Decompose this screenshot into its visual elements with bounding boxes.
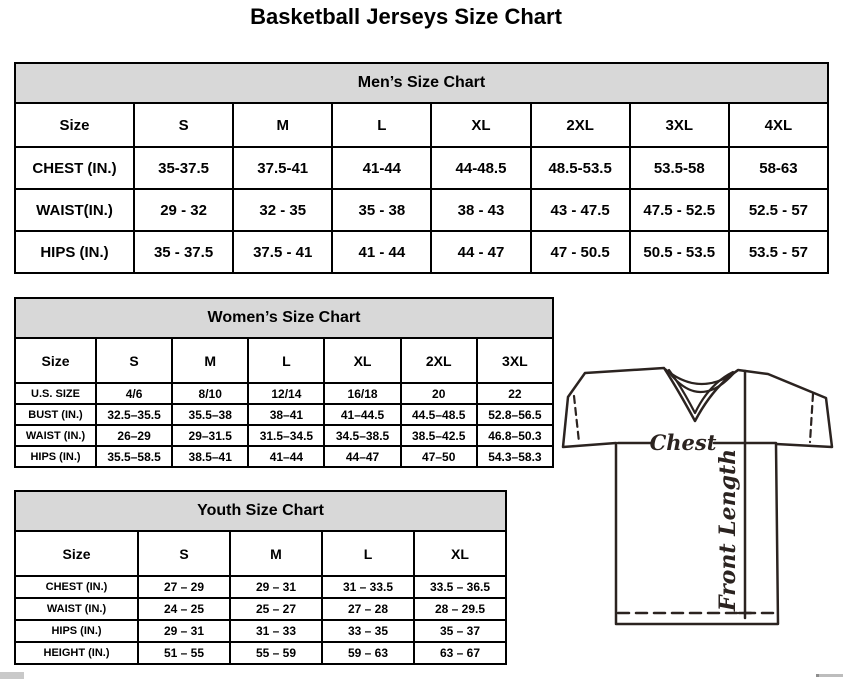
men-column-header-m: M <box>233 103 332 147</box>
youth-value-cell: 31 – 33.5 <box>322 576 414 598</box>
women-value-cell: 38–41 <box>248 404 324 425</box>
youth-value-cell: 29 – 31 <box>230 576 322 598</box>
women-value-cell: 4/6 <box>96 383 172 404</box>
mens-size-table <box>14 62 829 274</box>
youth-value-cell: 24 – 25 <box>138 598 230 620</box>
women-column-header-size: Size <box>15 338 96 383</box>
women-value-cell: 8/10 <box>172 383 248 404</box>
youth-value-cell: 55 – 59 <box>230 642 322 664</box>
men-row-label: WAIST(IN.) <box>15 189 134 231</box>
men-value-cell: 35 - 37.5 <box>134 231 233 273</box>
jersey-measurement-diagram <box>552 352 843 642</box>
men-value-cell: 37.5 - 41 <box>233 231 332 273</box>
women-value-cell: 32.5–35.5 <box>96 404 172 425</box>
women-column-header-l: L <box>248 338 324 383</box>
men-value-cell: 47.5 - 52.5 <box>630 189 729 231</box>
men-column-header-4xl: 4XL <box>729 103 828 147</box>
youth-value-cell: 63 – 67 <box>414 642 506 664</box>
men-table-row <box>15 231 828 273</box>
men-value-cell: 44 - 47 <box>431 231 530 273</box>
women-title-row <box>15 298 553 338</box>
men-row-label: HIPS (IN.) <box>15 231 134 273</box>
womens-size-table <box>14 297 554 468</box>
men-value-cell: 44-48.5 <box>431 147 530 189</box>
men-value-cell: 53.5 - 57 <box>729 231 828 273</box>
men-column-header-3xl: 3XL <box>630 103 729 147</box>
men-table-row <box>15 189 828 231</box>
youth-row-label: HEIGHT (IN.) <box>15 642 138 664</box>
men-column-header-2xl: 2XL <box>531 103 630 147</box>
youth-table-row <box>15 598 506 620</box>
youth-column-header-xl: XL <box>414 531 506 576</box>
women-value-cell: 47–50 <box>401 446 477 467</box>
men-value-cell: 35-37.5 <box>134 147 233 189</box>
men-value-cell: 29 - 32 <box>134 189 233 231</box>
women-column-header-xl: XL <box>324 338 400 383</box>
front-length-label: Front Length <box>715 448 741 612</box>
women-value-cell: 41–44.5 <box>324 404 400 425</box>
youth-value-cell: 25 – 27 <box>230 598 322 620</box>
youth-row-label: CHEST (IN.) <box>15 576 138 598</box>
women-row-label: WAIST (IN.) <box>15 425 96 446</box>
men-table-row <box>15 147 828 189</box>
youth-value-cell: 27 – 29 <box>138 576 230 598</box>
women-column-header-m: M <box>172 338 248 383</box>
women-table-row <box>15 446 553 467</box>
youth-value-cell: 59 – 63 <box>322 642 414 664</box>
youth-row-label: HIPS (IN.) <box>15 620 138 642</box>
youth-title-row <box>15 491 506 531</box>
women-value-cell: 35.5–58.5 <box>96 446 172 467</box>
youth-column-header-l: L <box>322 531 414 576</box>
right-sleeve-hem-dashed-line <box>810 394 813 442</box>
men-column-header-s: S <box>134 103 233 147</box>
women-table-row <box>15 425 553 446</box>
youth-column-header-size: Size <box>15 531 138 576</box>
horizontal-scrollbar-fragment-left[interactable] <box>0 672 24 679</box>
women-value-cell: 46.8–50.3 <box>477 425 553 446</box>
men-value-cell: 47 - 50.5 <box>531 231 630 273</box>
women-value-cell: 54.3–58.3 <box>477 446 553 467</box>
women-row-label: U.S. SIZE <box>15 383 96 404</box>
women-column-header-3xl: 3XL <box>477 338 553 383</box>
men-value-cell: 43 - 47.5 <box>531 189 630 231</box>
women-value-cell: 35.5–38 <box>172 404 248 425</box>
men-value-cell: 37.5-41 <box>233 147 332 189</box>
youth-value-cell: 27 – 28 <box>322 598 414 620</box>
chest-label: Chest <box>649 430 717 455</box>
women-column-header-2xl: 2XL <box>401 338 477 383</box>
youth-table-row <box>15 620 506 642</box>
youth-value-cell: 31 – 33 <box>230 620 322 642</box>
men-value-cell: 48.5-53.5 <box>531 147 630 189</box>
men-value-cell: 50.5 - 53.5 <box>630 231 729 273</box>
men-value-cell: 38 - 43 <box>431 189 530 231</box>
men-value-cell: 58-63 <box>729 147 828 189</box>
women-value-cell: 44–47 <box>324 446 400 467</box>
youth-size-table <box>14 490 507 665</box>
men-column-header-xl: XL <box>431 103 530 147</box>
men-column-header-l: L <box>332 103 431 147</box>
men-table-title: Men’s Size Chart <box>15 63 828 103</box>
youth-value-cell: 35 – 37 <box>414 620 506 642</box>
youth-value-cell: 28 – 29.5 <box>414 598 506 620</box>
youth-header-row <box>15 531 506 576</box>
youth-table-row <box>15 642 506 664</box>
men-value-cell: 52.5 - 57 <box>729 189 828 231</box>
women-table-row <box>15 383 553 404</box>
left-sleeve-hem-dashed-line <box>574 396 579 442</box>
youth-value-cell: 29 – 31 <box>138 620 230 642</box>
women-value-cell: 31.5–34.5 <box>248 425 324 446</box>
women-table-row <box>15 404 553 425</box>
youth-column-header-m: M <box>230 531 322 576</box>
youth-column-header-s: S <box>138 531 230 576</box>
men-value-cell: 53.5-58 <box>630 147 729 189</box>
women-value-cell: 22 <box>477 383 553 404</box>
women-value-cell: 20 <box>401 383 477 404</box>
youth-value-cell: 33.5 – 36.5 <box>414 576 506 598</box>
youth-table-title: Youth Size Chart <box>15 491 506 531</box>
youth-value-cell: 33 – 35 <box>322 620 414 642</box>
women-value-cell: 38.5–42.5 <box>401 425 477 446</box>
men-column-header-size: Size <box>15 103 134 147</box>
men-row-label: CHEST (IN.) <box>15 147 134 189</box>
men-header-row <box>15 103 828 147</box>
women-value-cell: 44.5–48.5 <box>401 404 477 425</box>
men-title-row <box>15 63 828 103</box>
women-value-cell: 26–29 <box>96 425 172 446</box>
women-value-cell: 41–44 <box>248 446 324 467</box>
women-value-cell: 12/14 <box>248 383 324 404</box>
women-value-cell: 29–31.5 <box>172 425 248 446</box>
youth-row-label: WAIST (IN.) <box>15 598 138 620</box>
women-table-title: Women’s Size Chart <box>15 298 553 338</box>
youth-table-row <box>15 576 506 598</box>
women-row-label: BUST (IN.) <box>15 404 96 425</box>
women-column-header-s: S <box>96 338 172 383</box>
women-value-cell: 34.5–38.5 <box>324 425 400 446</box>
women-row-label: HIPS (IN.) <box>15 446 96 467</box>
women-header-row <box>15 338 553 383</box>
horizontal-scrollbar-fragment-right[interactable] <box>819 674 843 677</box>
men-value-cell: 35 - 38 <box>332 189 431 231</box>
youth-value-cell: 51 – 55 <box>138 642 230 664</box>
page-title: Basketball Jerseys Size Chart <box>250 4 562 29</box>
women-value-cell: 16/18 <box>324 383 400 404</box>
women-value-cell: 52.8–56.5 <box>477 404 553 425</box>
men-value-cell: 32 - 35 <box>233 189 332 231</box>
men-value-cell: 41-44 <box>332 147 431 189</box>
men-value-cell: 41 - 44 <box>332 231 431 273</box>
women-value-cell: 38.5–41 <box>172 446 248 467</box>
